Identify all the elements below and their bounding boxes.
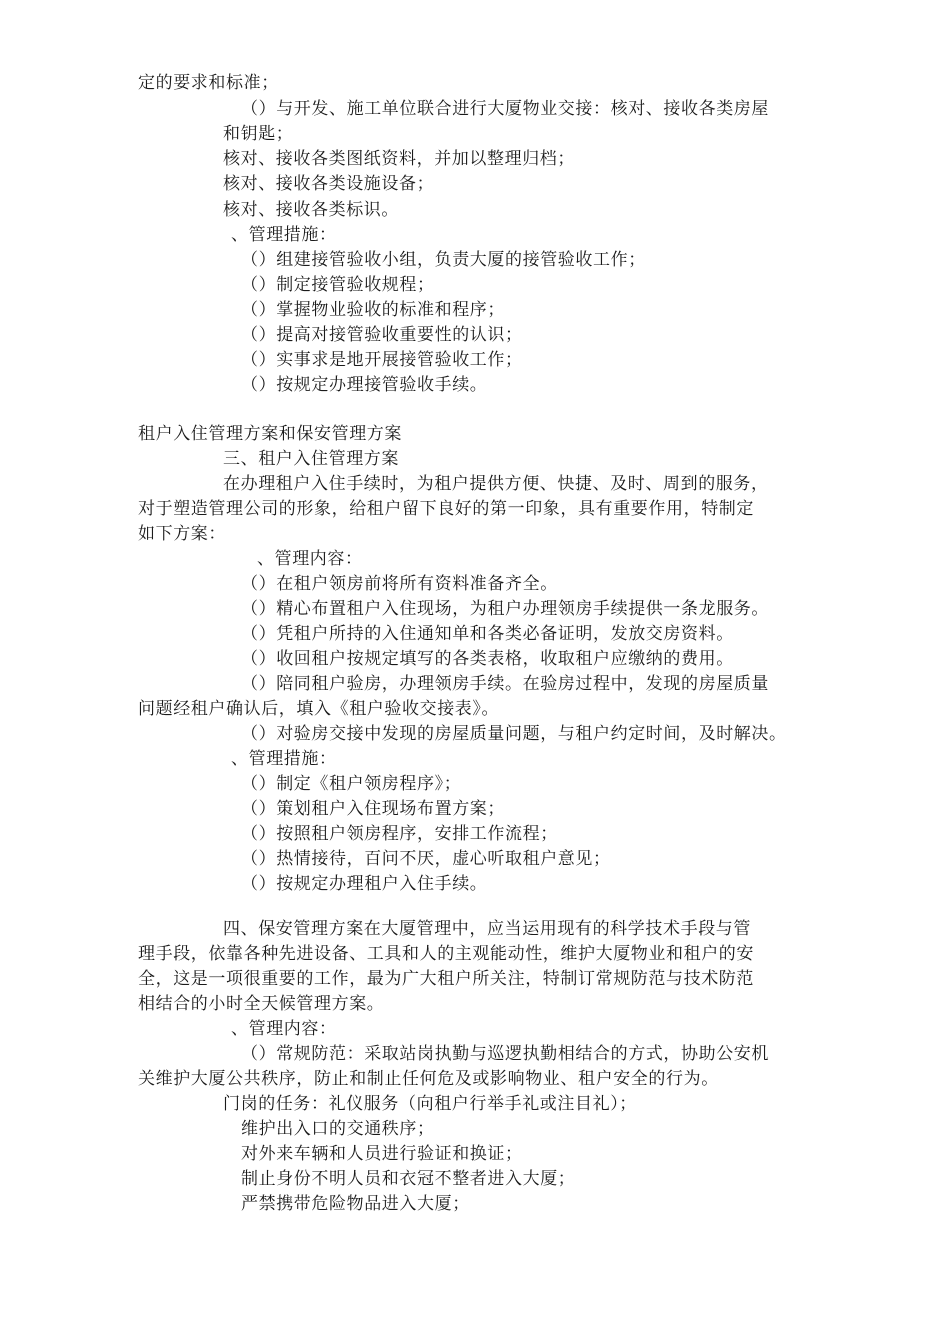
text-line: 定的要求和标准； — [138, 73, 279, 93]
section-heading: 、管理措施： — [231, 225, 337, 245]
list-item: （）提高对接管验收重要性的认识； — [241, 325, 523, 345]
text-line: 如下方案： — [138, 524, 226, 544]
text-line: 和钥匙； — [223, 124, 294, 144]
list-item: （）实事求是地开展接管验收工作； — [241, 350, 523, 370]
list-item: （）常规防范：采取站岗执勤与巡逻执勤相结合的方式，协助公安机 — [241, 1044, 769, 1064]
list-item: （）陪同租户验房，办理领房手续。在验房过程中，发现的房屋质量 — [241, 674, 769, 694]
text-line: 严禁携带危险物品进入大厦； — [241, 1194, 470, 1214]
list-item: （）凭租户所持的入住通知单和各类必备证明，发放交房资料。 — [241, 624, 734, 644]
list-item: （）按规定办理接管验收手续。 — [241, 375, 488, 395]
text-line: 关维护大厦公共秩序，防止和制止任何危及或影响物业、租户安全的行为。 — [138, 1069, 719, 1089]
section-heading: 四、保安管理方案在大厦管理中，应当运用现有的科学技术手段与管 — [223, 919, 751, 939]
text-line: 问题经租户确认后，填入《租户验收交接表》。 — [138, 699, 500, 719]
text-line: （）与开发、施工单位联合进行大厦物业交接：核对、接收各类房屋 — [241, 99, 769, 119]
list-item: （）掌握物业验收的标准和程序； — [241, 300, 505, 320]
list-item: （）对验房交接中发现的房屋质量问题，与租户约定时间，及时解决。 — [241, 724, 787, 744]
text-line: 对外来车辆和人员进行验证和换证； — [241, 1144, 523, 1164]
list-item: （）策划租户入住现场布置方案； — [241, 799, 505, 819]
text-line: 制止身份不明人员和衣冠不整者进入大厦； — [241, 1169, 576, 1189]
text-line: 在办理租户入住手续时，为租户提供方便、快捷、及时、周到的服务， — [223, 474, 769, 494]
text-line: 门岗的任务：礼仪服务（向租户行举手礼或注目礼）； — [223, 1094, 637, 1114]
section-heading: 、管理措施： — [231, 749, 337, 769]
text-line: 全，这是一项很重要的工作，最为广大租户所关注，特制订常规防范与技术防范 — [138, 969, 754, 989]
text-line: 核对、接收各类标识。 — [223, 200, 399, 220]
text-line: 理手段，依靠各种先进设备、工具和人的主观能动性，维护大厦物业和租户的安 — [138, 944, 754, 964]
list-item: （）在租户领房前将所有资料准备齐全。 — [241, 574, 558, 594]
text-line: 维护出入口的交通秩序； — [241, 1119, 435, 1139]
document-title: 租户入住管理方案和保安管理方案 — [138, 424, 402, 444]
text-line: 核对、接收各类设施设备； — [223, 174, 435, 194]
list-item: （）按规定办理租户入住手续。 — [241, 874, 488, 894]
section-heading: 三、租户入住管理方案 — [223, 449, 399, 469]
list-item: （）组建接管验收小组，负责大厦的接管验收工作； — [241, 250, 646, 270]
section-heading: 、管理内容： — [231, 1019, 337, 1039]
text-line: 核对、接收各类图纸资料，并加以整理归档； — [223, 149, 575, 169]
text-line: 对于塑造管理公司的形象，给租户留下良好的第一印象，具有重要作用，特制定 — [138, 499, 754, 519]
list-item: （）制定接管验收规程； — [241, 275, 435, 295]
list-item: （）精心布置租户入住现场，为租户办理领房手续提供一条龙服务。 — [241, 599, 769, 619]
list-item: （）制定《租户领房程序》； — [241, 774, 462, 794]
text-line: 相结合的小时全天候管理方案。 — [138, 994, 385, 1014]
list-item: （）热情接待，百问不厌，虚心听取租户意见； — [241, 849, 611, 869]
list-item: （）按照租户领房程序，安排工作流程； — [241, 824, 558, 844]
section-heading: 、管理内容： — [257, 549, 363, 569]
list-item: （）收回租户按规定填写的各类表格，收取租户应缴纳的费用。 — [241, 649, 734, 669]
